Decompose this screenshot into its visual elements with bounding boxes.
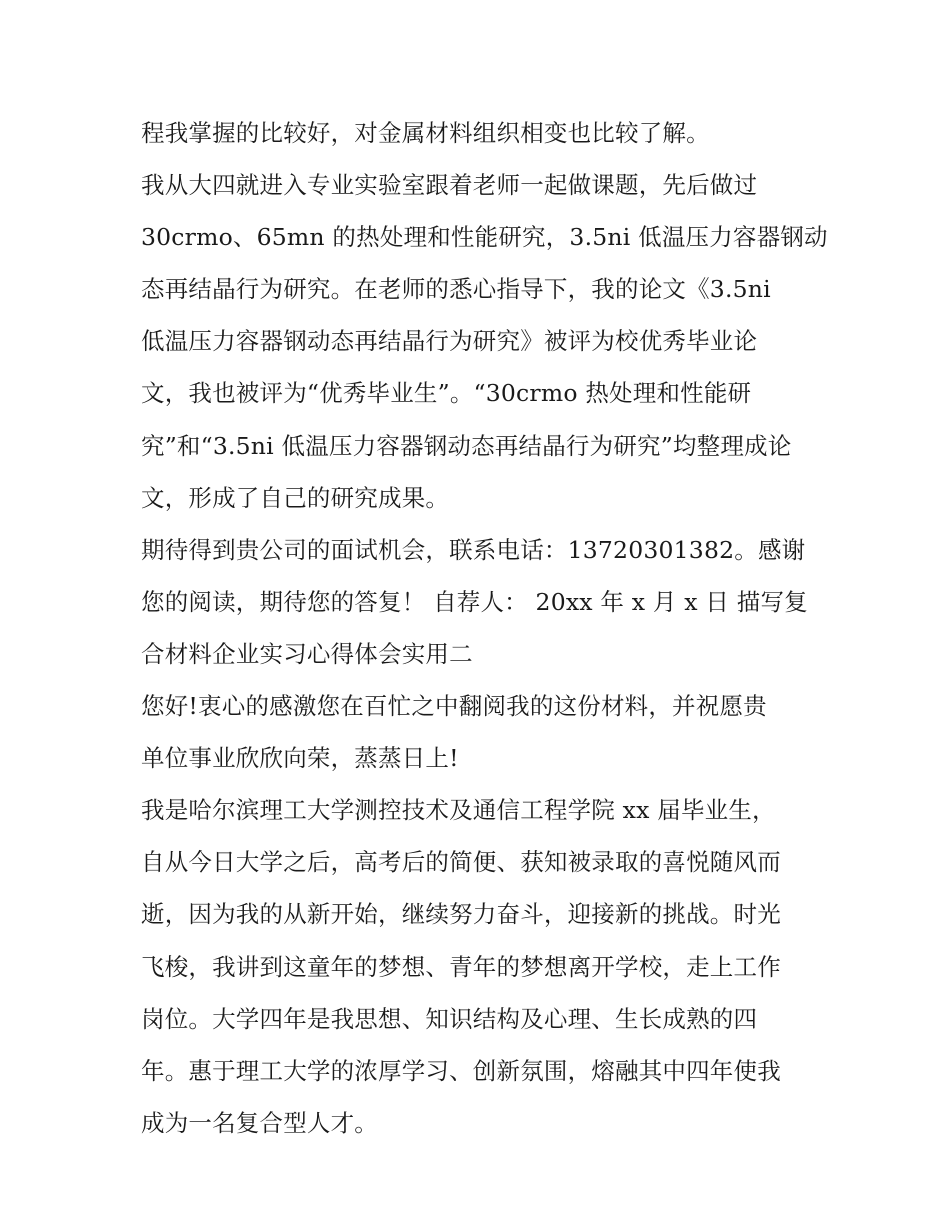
- text-line: 成为一名复合型人才。: [141, 1108, 378, 1137]
- text-line: 逝，因为我的从新开始，继续努力奋斗，迎接新的挑战。时光: [141, 900, 781, 929]
- text-line: 态再结晶行为研究。在老师的悉心指导下，我的论文《3.5ni: [141, 275, 771, 304]
- text-line: 合材料企业实习心得体会实用二: [141, 639, 473, 668]
- text-line: 年。惠于理工大学的浓厚学习、创新氛围，熔融其中四年使我: [141, 1056, 781, 1085]
- text-line: 程我掌握的比较好，对金属材料组织相变也比较了解。: [141, 119, 710, 147]
- text-line: 文，形成了自己的研究成果。: [141, 483, 450, 512]
- text-line: 文，我也被评为“优秀毕业生”。“30crmo 热处理和性能研: [141, 379, 752, 408]
- text-line: 您的阅读，期待您的答复！ 自荐人： 20xx 年 x 月 x 日 描写复: [141, 587, 808, 616]
- text-line: 飞梭，我讲到这童年的梦想、青年的梦想离开学校，走上工作: [141, 952, 781, 981]
- text-line: 低温压力容器钢动态再结晶行为研究》被评为校优秀毕业论: [141, 327, 758, 356]
- text-line: 单位事业欣欣向荣，蒸蒸日上!: [141, 744, 459, 773]
- text-line: 我是哈尔滨理工大学测控技术及通信工程学院 xx 届毕业生，: [141, 796, 776, 825]
- text-line: 岗位。大学四年是我思想、知识结构及心理、生长成熟的四: [141, 1004, 758, 1033]
- document-body: [141, 107, 831, 1149]
- text-line: 究”和“3.5ni 低温压力容器钢动态再结晶行为研究”均整理成论: [141, 431, 792, 460]
- text-line: 自从今日大学之后，高考后的简便、获知被录取的喜悦随风而: [141, 848, 781, 877]
- text-line: 我从大四就进入专业实验室跟着老师一起做课题，先后做过: [141, 171, 758, 200]
- text-line: 您好!衷心的感激您在百忙之中翻阅我的这份材料，并祝愿贵: [141, 692, 767, 721]
- text-line: 30crmo、65mn 的热处理和性能研究，3.5ni 低温压力容器钢动: [141, 223, 828, 252]
- text-line: 期待得到贵公司的面试机会，联系电话：13720301382。感谢: [141, 535, 806, 564]
